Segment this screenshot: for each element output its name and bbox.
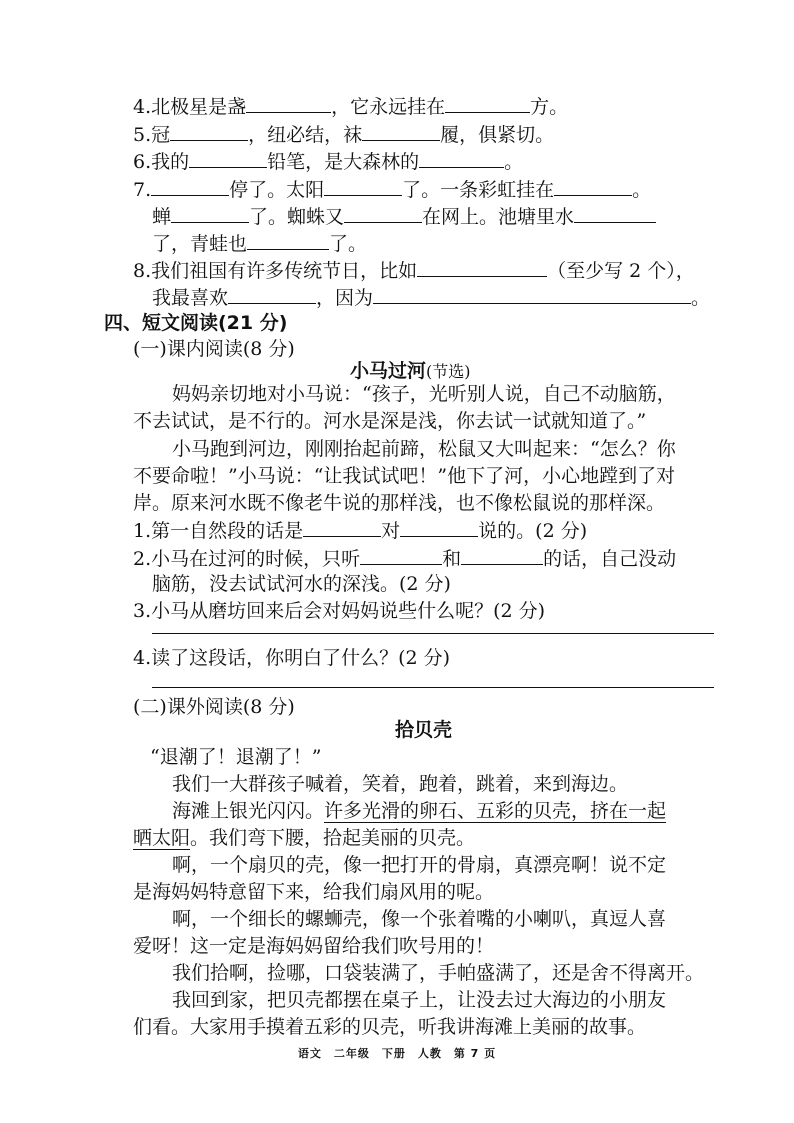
q7-blank-7[interactable] xyxy=(247,229,329,250)
q6-text-a: 6.我的 xyxy=(133,151,190,173)
q8-text-a: 8.我们祖国有许多传统节日，比如 xyxy=(133,260,418,282)
question-5 xyxy=(133,120,554,148)
p3-text-d: 。我们弯下腰，拾起美丽的贝壳。 xyxy=(190,827,476,849)
q7-text-f: 了。蜘蛛又 xyxy=(249,206,345,228)
q4-text-b: ，它永远挂在 xyxy=(331,96,446,118)
q6-blank-1[interactable] xyxy=(189,147,267,168)
rq3-answer-line[interactable] xyxy=(152,633,714,634)
passage-2-p4-line-2: 是海妈妈特意留下来，给我们扇风用的呢。 xyxy=(133,881,495,903)
rq1-text-a: 1.第一自然段的话是 xyxy=(133,520,304,542)
rq1-blank-2[interactable] xyxy=(400,516,478,537)
rq2-text-a: 2.小马在过河的时候，只听 xyxy=(133,548,361,570)
question-8-line-2 xyxy=(152,283,710,311)
passage-2-p5-line-2: 爱呀！这一定是海妈妈留给我们吹号用的！ xyxy=(133,935,495,957)
q7-text-h: 了，青蛙也 xyxy=(152,233,248,255)
p3-underlined-text-1: 许多光滑的卵石、五彩的贝壳，挤在一起 xyxy=(324,800,667,822)
rq1-text-b: 对 xyxy=(381,520,401,542)
passage-2-p7-line-2: 们看。大家用手摸着五彩的贝壳，听我讲海滩上美丽的故事。 xyxy=(133,1016,647,1038)
page-footer: 语文 二年级 下册 人教 第 7 页 xyxy=(297,1047,497,1060)
q5-blank-2[interactable] xyxy=(362,120,440,141)
reading-question-2 xyxy=(133,544,676,572)
q8-text-b: （至少写 2 个）， xyxy=(547,260,695,282)
question-8-line-1 xyxy=(133,256,695,284)
q7-text-g: 在网上。池塘里水 xyxy=(422,206,575,228)
q4-text-c: 方。 xyxy=(530,96,569,118)
part-1-heading: (一)课内阅读(8 分) xyxy=(133,338,295,360)
part-2-heading: (二)课外阅读(8 分) xyxy=(133,696,295,718)
passage-1-title-note: (节选) xyxy=(426,362,471,381)
q8-text-e: 。 xyxy=(691,287,711,309)
q5-blank-1[interactable] xyxy=(170,120,248,141)
section-4-heading: 四、短文阅读(21 分) xyxy=(104,312,288,334)
question-7-line-1 xyxy=(133,175,651,203)
question-7-line-3 xyxy=(152,229,367,257)
rq1-blank-1[interactable] xyxy=(303,516,381,537)
p3-text-a: 海滩上银光闪闪。 xyxy=(172,800,325,822)
p3-underlined-text-2: 晒太阳 xyxy=(133,827,191,849)
q5-text-a: 5.冠 xyxy=(133,124,171,146)
q7-text-a: 7. xyxy=(133,179,152,201)
q8-blank-3[interactable] xyxy=(373,283,691,304)
passage-2-p2: 我们一大群孩子喊着，笑着，跑着，跳着，来到海边。 xyxy=(172,773,629,795)
passage-2-title: 拾贝壳 xyxy=(395,719,453,741)
q7-text-b: 停了。太阳 xyxy=(229,179,325,201)
q8-blank-1[interactable] xyxy=(417,256,547,277)
rq2-blank-2[interactable] xyxy=(461,544,543,565)
q5-text-c: 履，俱紧切。 xyxy=(440,124,555,146)
rq2-text-c: 的话，自己没动 xyxy=(543,548,677,570)
passage-1-p2-line-1: 小马跑到河边，刚刚抬起前蹄，松鼠又大叫起来：“怎么？你 xyxy=(172,438,676,460)
question-6 xyxy=(133,147,523,175)
q4-blank-1[interactable] xyxy=(246,92,331,113)
q4-text-a: 4.北极星是盏 xyxy=(133,96,247,118)
q7-blank-6[interactable] xyxy=(574,202,656,223)
passage-1-p2-line-2: 不要命啦！”小马说：“让我试试吧！”他下了河，小心地蹚到了对 xyxy=(133,465,676,487)
q8-text-c: 我最喜欢 xyxy=(152,287,229,309)
passage-2-p5-line-1: 啊，一个细长的螺蛳壳，像一个张着嘴的小喇叭，真逗人喜 xyxy=(172,908,667,930)
q6-blank-2[interactable] xyxy=(419,147,504,168)
q8-blank-2[interactable] xyxy=(228,283,316,304)
passage-1-p1-line-1: 妈妈亲切地对小马说：“孩子，光听别人说，自己不动脑筋， xyxy=(172,383,676,405)
rq2-blank-1[interactable] xyxy=(360,544,442,565)
q7-text-e: 蝉 xyxy=(152,206,172,228)
q7-text-i: 了。 xyxy=(329,233,368,255)
passage-2-p4-line-1: 啊，一个扇贝的壳，像一把打开的骨扇，真漂亮啊！说不定 xyxy=(172,854,667,876)
question-7-line-2 xyxy=(152,202,656,230)
passage-2-p3-line-2 xyxy=(133,825,475,851)
q6-text-c: 。 xyxy=(504,151,524,173)
passage-2-p3-line-1 xyxy=(172,798,666,824)
passage-2-p6: 我们拾啊，捡哪，口袋装满了，手帕盛满了，还是舍不得离开。 xyxy=(172,962,705,984)
passage-2-p7-line-1: 我回到家，把贝壳都摆在桌子上，让没去过大海边的小朋友 xyxy=(172,989,667,1011)
reading-question-4: 4.读了这段话，你明白了什么？(2 分) xyxy=(133,647,451,669)
passage-1-p2-line-3: 岸。原来河水既不像老牛说的那样浅，也不像松鼠说的那样深。 xyxy=(133,492,666,514)
q7-text-d: 。 xyxy=(632,179,652,201)
q7-text-c: 了。一条彩虹挂在 xyxy=(402,179,555,201)
q5-text-b: ，纽必结，袜 xyxy=(248,124,363,146)
reading-question-1 xyxy=(133,516,587,544)
q7-blank-5[interactable] xyxy=(344,202,422,223)
reading-question-2-line-2: 脑筋，没去试试河水的深浅。(2 分) xyxy=(152,573,451,595)
rq2-text-b: 和 xyxy=(442,548,462,570)
q7-blank-1[interactable] xyxy=(151,175,229,196)
q6-text-b: 铅笔，是大森林的 xyxy=(267,151,420,173)
question-4 xyxy=(133,92,568,120)
rq4-answer-line[interactable] xyxy=(152,687,714,688)
rq1-text-c: 说的。(2 分) xyxy=(478,520,588,542)
passage-2-p1: “退潮了！退潮了！” xyxy=(150,746,322,768)
passage-1-p1-line-2: 不去试试，是不行的。河水是深是浅，你去试一试就知道了。” xyxy=(133,410,647,432)
reading-question-3: 3.小马从磨坊回来后会对妈妈说些什么呢？(2 分) xyxy=(133,600,546,622)
q7-blank-2[interactable] xyxy=(324,175,402,196)
q7-blank-3[interactable] xyxy=(554,175,632,196)
q7-blank-4[interactable] xyxy=(171,202,249,223)
q4-blank-2[interactable] xyxy=(445,92,530,113)
q8-text-d: ，因为 xyxy=(316,287,374,309)
passage-1-title-text: 小马过河 xyxy=(350,360,427,382)
